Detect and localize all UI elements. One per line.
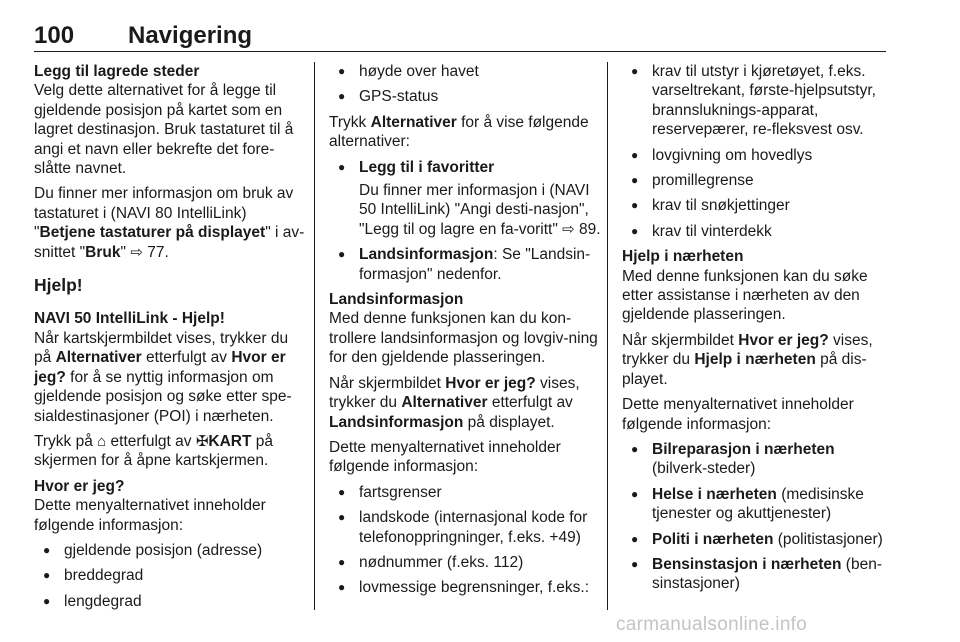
- list-item: ● lovgivning om hovedlys: [622, 146, 890, 165]
- column-1: [34, 62, 306, 617]
- text: Når kartskjermbildet vises, trykker du på: [34, 329, 289, 367]
- list-item: [622, 440, 890, 479]
- text: : Se "Landsin-formasjon" nedenfor.: [359, 246, 591, 283]
- term-landsinformasjon: Landsinformasjon: [359, 246, 494, 264]
- watermark: carmanualsonline.info: [616, 614, 808, 635]
- list-item: ● nødnummer (f.eks. 112): [329, 553, 601, 572]
- term-legg-til-favoritter: ● Legg til i favoritter: [359, 158, 495, 176]
- paragraph: Med denne funksjonen kan du søke etter assistanse i nærheten av den gjeldende plasseringen.: [622, 267, 868, 324]
- section-title-hjelp: Hjelp!: [34, 275, 83, 296]
- paragraph: Velg dette alternativet for å legge til gjeldende posisjon på kartet som en lagret destinasjon. Bruk tastaturet til å angi et navn eller bekrefte det fore-slåtte navnet.: [34, 82, 294, 178]
- paragraph: Med denne funksjonen kan du kon-trollere landsinformasjon og lovgiv-ning for den gjeldende plasseringen.: [329, 310, 598, 367]
- subheading-hvor-er-jeg: Hvor er jeg?: [34, 477, 125, 495]
- text: (ben-sinstasjoner): [652, 555, 882, 593]
- home-icon: ⌂: [97, 432, 107, 450]
- term: Helse i nærheten: [652, 485, 777, 503]
- list-item: [329, 158, 601, 240]
- bullet-list: [622, 440, 890, 594]
- list-item: [622, 530, 890, 549]
- page-header: [34, 22, 884, 52]
- list-item: ● landskode (internasjonal kode for telefonoppringninger, f.eks. +49): [329, 508, 601, 547]
- bullet-list: [329, 483, 601, 598]
- paragraph: [34, 184, 306, 262]
- text-block: [359, 181, 601, 239]
- compass-icon: ✠: [195, 432, 209, 450]
- text: Trykk: [329, 113, 371, 131]
- chapter-title: Navigering: [128, 22, 253, 49]
- paragraph: [622, 331, 890, 389]
- bullet-list: [34, 541, 306, 611]
- term-alternativer: Alternativer: [401, 394, 488, 412]
- term: Bensinstasjon i nærheten: [652, 555, 842, 573]
- text: vises, trykker du: [622, 331, 873, 369]
- text: for å vise følgende alternativer:: [329, 113, 589, 151]
- text: Du finner mer informasjon om bruk av tastaturet i (NAVI 80 IntelliLink) ": [34, 185, 294, 242]
- text: på displayet.: [463, 413, 555, 431]
- text: Når skjermbildet: [622, 331, 739, 349]
- list-item: ● lovmessige begrensninger, f.eks.:: [329, 578, 601, 597]
- link-betjene-tastaturer: Betjene tastaturer på displayet: [39, 224, 266, 242]
- column-2: [329, 62, 601, 604]
- list-item: ● krav til snøkjettinger: [622, 196, 890, 215]
- list-item: ● gjeldende posisjon (adresse): [34, 541, 306, 560]
- text: for å se nyttig informasjon om gjeldende posisjon og søke etter spe-sialdestinasjoner (POI) i nærheten.: [34, 368, 292, 425]
- term-landsinformasjon: Landsinformasjon: [329, 413, 464, 431]
- paragraph: Dette menyalternativet inneholder følgende informasjon:: [622, 396, 854, 433]
- page-reference-icon: ⇨: [562, 220, 575, 238]
- column-divider-1: [314, 62, 315, 610]
- text: etterfulgt av: [487, 394, 573, 412]
- paragraph: Dette menyalternativet inneholder følgende informasjon:: [329, 438, 561, 476]
- paragraph: [34, 329, 306, 426]
- list-item: [622, 485, 890, 524]
- subheading-navi50: NAVI 50 IntelliLink - Hjelp!: [34, 310, 225, 328]
- term-hvor-er-jeg: Hvor er jeg?: [445, 374, 536, 392]
- list-item: ● breddegrad: [34, 566, 306, 585]
- term-hvor-er-jeg: Hvor er jeg?: [738, 331, 829, 349]
- term-alternativer: Alternativer: [370, 113, 457, 131]
- term-hvor-er-jeg: Hvor er jeg?: [34, 349, 286, 386]
- term-alternativer: Alternativer: [55, 349, 142, 367]
- text: etterfulgt av: [141, 349, 232, 367]
- page-reference-icon: ⇨: [130, 243, 143, 261]
- list-item: ● lengdegrad: [34, 592, 306, 611]
- column-divider-2: [607, 62, 608, 610]
- text: " i av-snittet ": [34, 224, 305, 261]
- term: Politi i nærheten: [652, 530, 774, 548]
- list-item: ● krav til utstyr i kjøretøyet, f.eks. varseltrekant, første-hjelpsutstyr, brannsluknings-apparat, reservepærer, re-fleksvest osv.: [622, 62, 890, 140]
- list-item: [622, 555, 890, 594]
- text: (medisinske tjenester og akuttjenester): [652, 485, 864, 523]
- list-item: ● fartsgrenser: [329, 483, 601, 502]
- text: Trykk på: [34, 432, 98, 450]
- subheading-landsinformasjon: Landsinformasjon: [329, 291, 464, 309]
- page-number: 100: [34, 22, 75, 49]
- page-ref: 77.: [147, 243, 169, 261]
- page-ref: 89.: [579, 220, 601, 238]
- bullet-list: [329, 158, 601, 284]
- list-item: ● promillegrense: [622, 171, 890, 190]
- paragraph: [329, 113, 601, 152]
- text: vises, trykker du: [329, 374, 580, 412]
- list-item: ● høyde over havet: [329, 62, 601, 81]
- bullet-list: [329, 62, 601, 107]
- subheading-legg-til-lagrede: Legg til lagrede steder: [34, 63, 200, 80]
- list-item: ● GPS-status: [329, 87, 601, 106]
- subheading-hjelp-i-naerheten: Hjelp i nærheten: [622, 248, 744, 266]
- header-divider: [34, 51, 886, 52]
- column-3: [622, 62, 890, 600]
- text: (bilverk-steder): [652, 460, 756, 478]
- text: etterfulgt av: [106, 432, 196, 450]
- paragraph: [329, 374, 601, 432]
- term-hjelp-i-naerheten: Hjelp i nærheten: [694, 351, 816, 369]
- term: Bilreparasjon i nærheten: [652, 440, 835, 458]
- link-bruk: Bruk: [85, 243, 121, 261]
- list-item: [329, 245, 601, 284]
- text: Når skjermbildet: [329, 374, 446, 392]
- text: på skjermen for å åpne kartskjermen.: [34, 432, 274, 470]
- bullet-list: [622, 62, 890, 241]
- text: ": [120, 243, 131, 261]
- list-item: ● krav til vinterdekk: [622, 222, 890, 241]
- text: på dis-playet.: [622, 351, 867, 388]
- text: Du finner mer informasjon i (NAVI 50 IntelliLink) "Angi desti-nasjon", "Legg til og lagre en fa-voritt": [359, 182, 590, 238]
- paragraph: Dette menyalternativet inneholder følgende informasjon:: [34, 497, 266, 534]
- text: (politistasjoner): [773, 530, 883, 548]
- term-kart: KART: [208, 432, 252, 450]
- paragraph: [34, 432, 306, 471]
